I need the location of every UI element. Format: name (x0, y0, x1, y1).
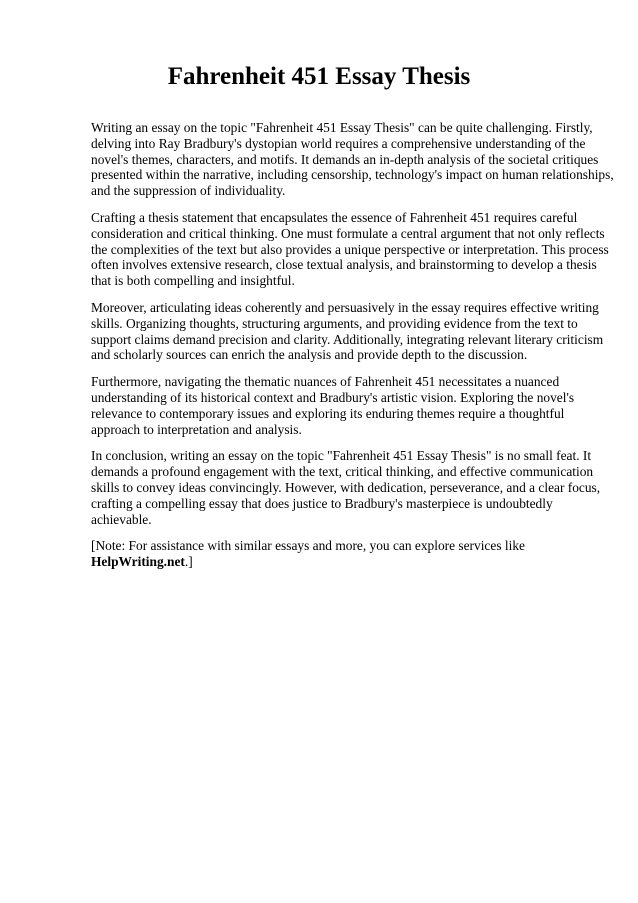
text-line: delving into Ray Bradbury's dystopian world requires a comprehensive understanding of the (91, 135, 586, 151)
text-line: and the suppression of individuality. (91, 183, 286, 199)
paragraph-3 (91, 299, 604, 363)
text-line: understanding of its historical context and Bradbury's artistic vision. Exploring the novel's (91, 389, 575, 405)
paragraph-2 (91, 209, 609, 289)
note-text: [Note: For assistance with similar essays and more, you can explore services like (91, 538, 525, 554)
essay-body (91, 120, 614, 581)
text-line: crafting a compelling essay that does justice to Bradbury's masterpiece is undoubtedly (91, 495, 553, 511)
note-suffix: .] (184, 554, 193, 570)
paragraph-4 (91, 374, 597, 437)
text-line: often involves extensive research, close textual analysis, and brainstorming to develop a thesis (91, 257, 597, 273)
text-line: consideration and critical thinking. One must formulate a central argument that not only reflects (91, 225, 605, 241)
text-line: relevance to contemporary issues and exploring its enduring themes require a thoughtful (91, 405, 565, 421)
text-line: Writing an essay on the topic "Fahrenheit 451 Essay Thesis" can be quite challenging. Firstly, (91, 120, 593, 135)
note-paragraph (91, 538, 597, 570)
text-line: that is both compelling and insightful. (91, 273, 295, 289)
text-line: In conclusion, writing an essay on the topic "Fahrenheit 451 Essay Thesis" is no small feat. It (91, 448, 592, 464)
text-line: skills. Organizing thoughts, structuring arguments, and providing evidence from the text to (91, 315, 578, 331)
text-line: the complexities of the text but also provides a unique perspective or interpretation. This process (91, 241, 609, 257)
text-line: support claims demand precision and clarity. Additionally, integrating relevant literary criticism (91, 331, 604, 347)
text-line: novel's themes, characters, and motifs. It demands an in-depth analysis of the societal critiques (91, 151, 599, 167)
text-line: Crafting a thesis statement that encapsulates the essence of Fahrenheit 451 requires careful (91, 209, 578, 225)
text-line: Moreover, articulating ideas coherently and persuasively in the essay requires effective writing (91, 299, 599, 315)
text-line: skills to convey ideas convincingly. However, with dedication, perseverance, and a clear focus, (91, 479, 601, 495)
text-line: achievable. (91, 511, 152, 527)
text-line: demands a profound engagement with the text, critical thinking, and effective communication (91, 464, 594, 480)
text-line: approach to interpretation and analysis. (91, 421, 302, 437)
text-line: Furthermore, navigating the thematic nuances of Fahrenheit 451 necessitates a nuanced (91, 374, 560, 390)
paragraph-5 (91, 448, 601, 527)
paragraph-1 (91, 120, 614, 199)
helpwriting-link[interactable]: HelpWriting.net (91, 554, 185, 570)
text-line: presented within the narrative, including censorship, technology's impact on human relationships, (91, 167, 614, 183)
text-line: and scholarly sources can enrich the analysis and provide depth to the discussion. (91, 347, 528, 363)
page-title: Fahrenheit 451 Essay Thesis (167, 63, 471, 90)
note-link-line (91, 554, 597, 570)
